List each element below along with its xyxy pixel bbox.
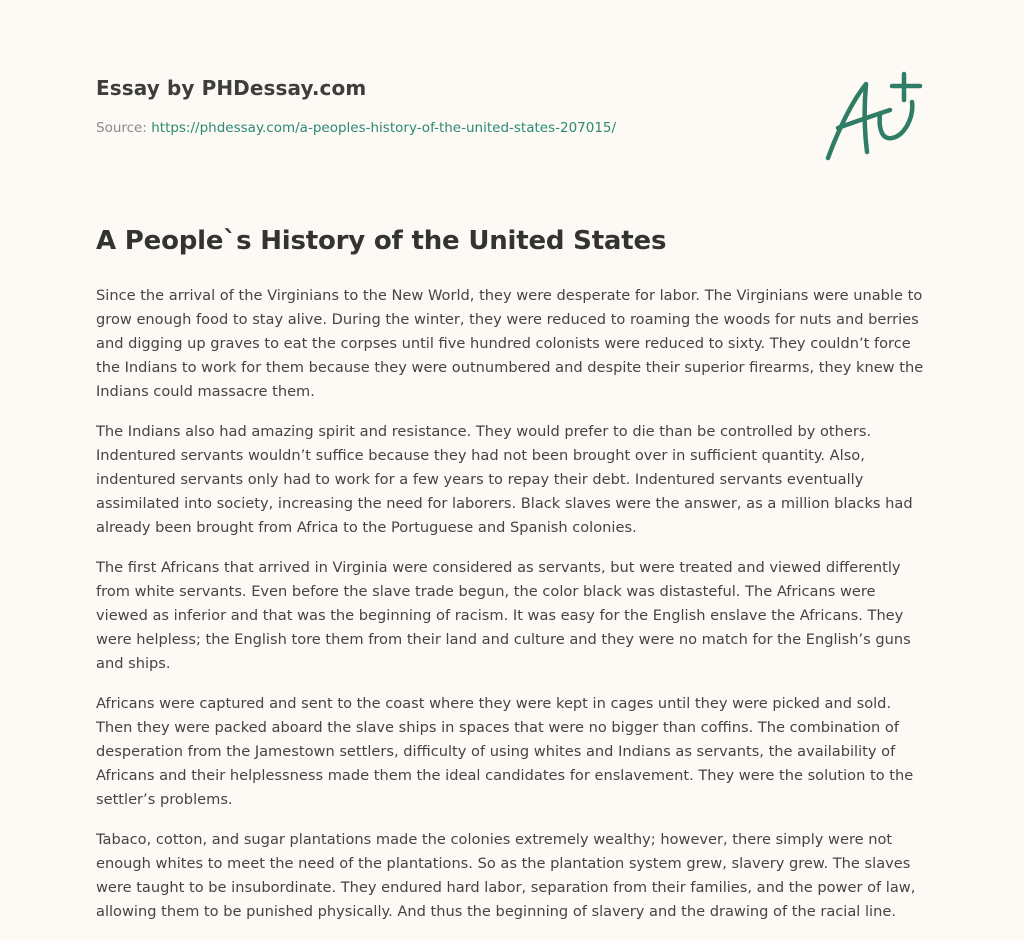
site-title: Essay by PHDessay.com [96, 76, 367, 100]
essay-paragraph: The Indians also had amazing spirit and resistance. They would prefer to die than be controlled by others. Indentured servants wouldn’t suffice because they had not been brought over in sufficient quantity. Also, indentured servants only had to work for a few years to repay their debt. Indentured servants eventually assimilated into society, increasing the need for laborers. Black slaves were the answer, as a million blacks had already been brought from Africa to the Portuguese and Spanish colonies. [96, 423, 913, 536]
a-plus-grade-icon [820, 66, 930, 166]
source-label: Source: [96, 120, 147, 136]
essay-paragraph: Since the arrival of the Virginians to the New World, they were desperate for labor. The Virginians were unable to grow enough food to stay alive. During the winter, they were reduced to roaming the woods for nuts and berries and digging up graves to eat the corpses until five hundred colonists were reduced to sixty. They couldn’t force the Indians to work for them because they were outnumbered and despite their superior firearms, they knew the Indians could massacre them. [96, 287, 924, 400]
source-line [96, 120, 796, 136]
page-header [96, 76, 796, 136]
essay-paragraph: Africans were captured and sent to the coast where they were kept in cages until they were picked and sold. Then they were packed aboard the slave ships in spaces that were no bigger than coffins. The combination of desperation from the Jamestown settlers, difficulty of using whites and Indians as servants, the availability of Africans and their helplessness made them the ideal candidates for enslavement. They were the solution to the settler’s problems. [96, 695, 914, 808]
essay-title: A People`s History of the United States [96, 226, 667, 256]
essay-paragraph: The first Africans that arrived in Virginia were considered as servants, but were treated and viewed differently from white servants. Even before the slave trade begun, the color black was distasteful. The Africans were viewed as inferior and that was the beginning of racism. It was easy for the English enslave the Africans. They were helpless; the English tore them from their land and culture and they were no match for the English’s guns and ships. [96, 559, 911, 672]
source-link[interactable]: https://phdessay.com/a-peoples-history-of-the-united-states-207015/ [151, 120, 617, 136]
essay-body [96, 284, 928, 940]
essay-paragraph: Tabaco, cotton, and sugar plantations made the colonies extremely wealthy; however, there simply were not enough whites to meet the need of the plantations. So as the plantation system grew, slavery grew. The slaves were taught to be insubordinate. They endured hard labor, separation from their families, and the power of law, allowing them to be punished physically. And thus the beginning of slavery and the drawing of the racial line. [96, 831, 916, 920]
